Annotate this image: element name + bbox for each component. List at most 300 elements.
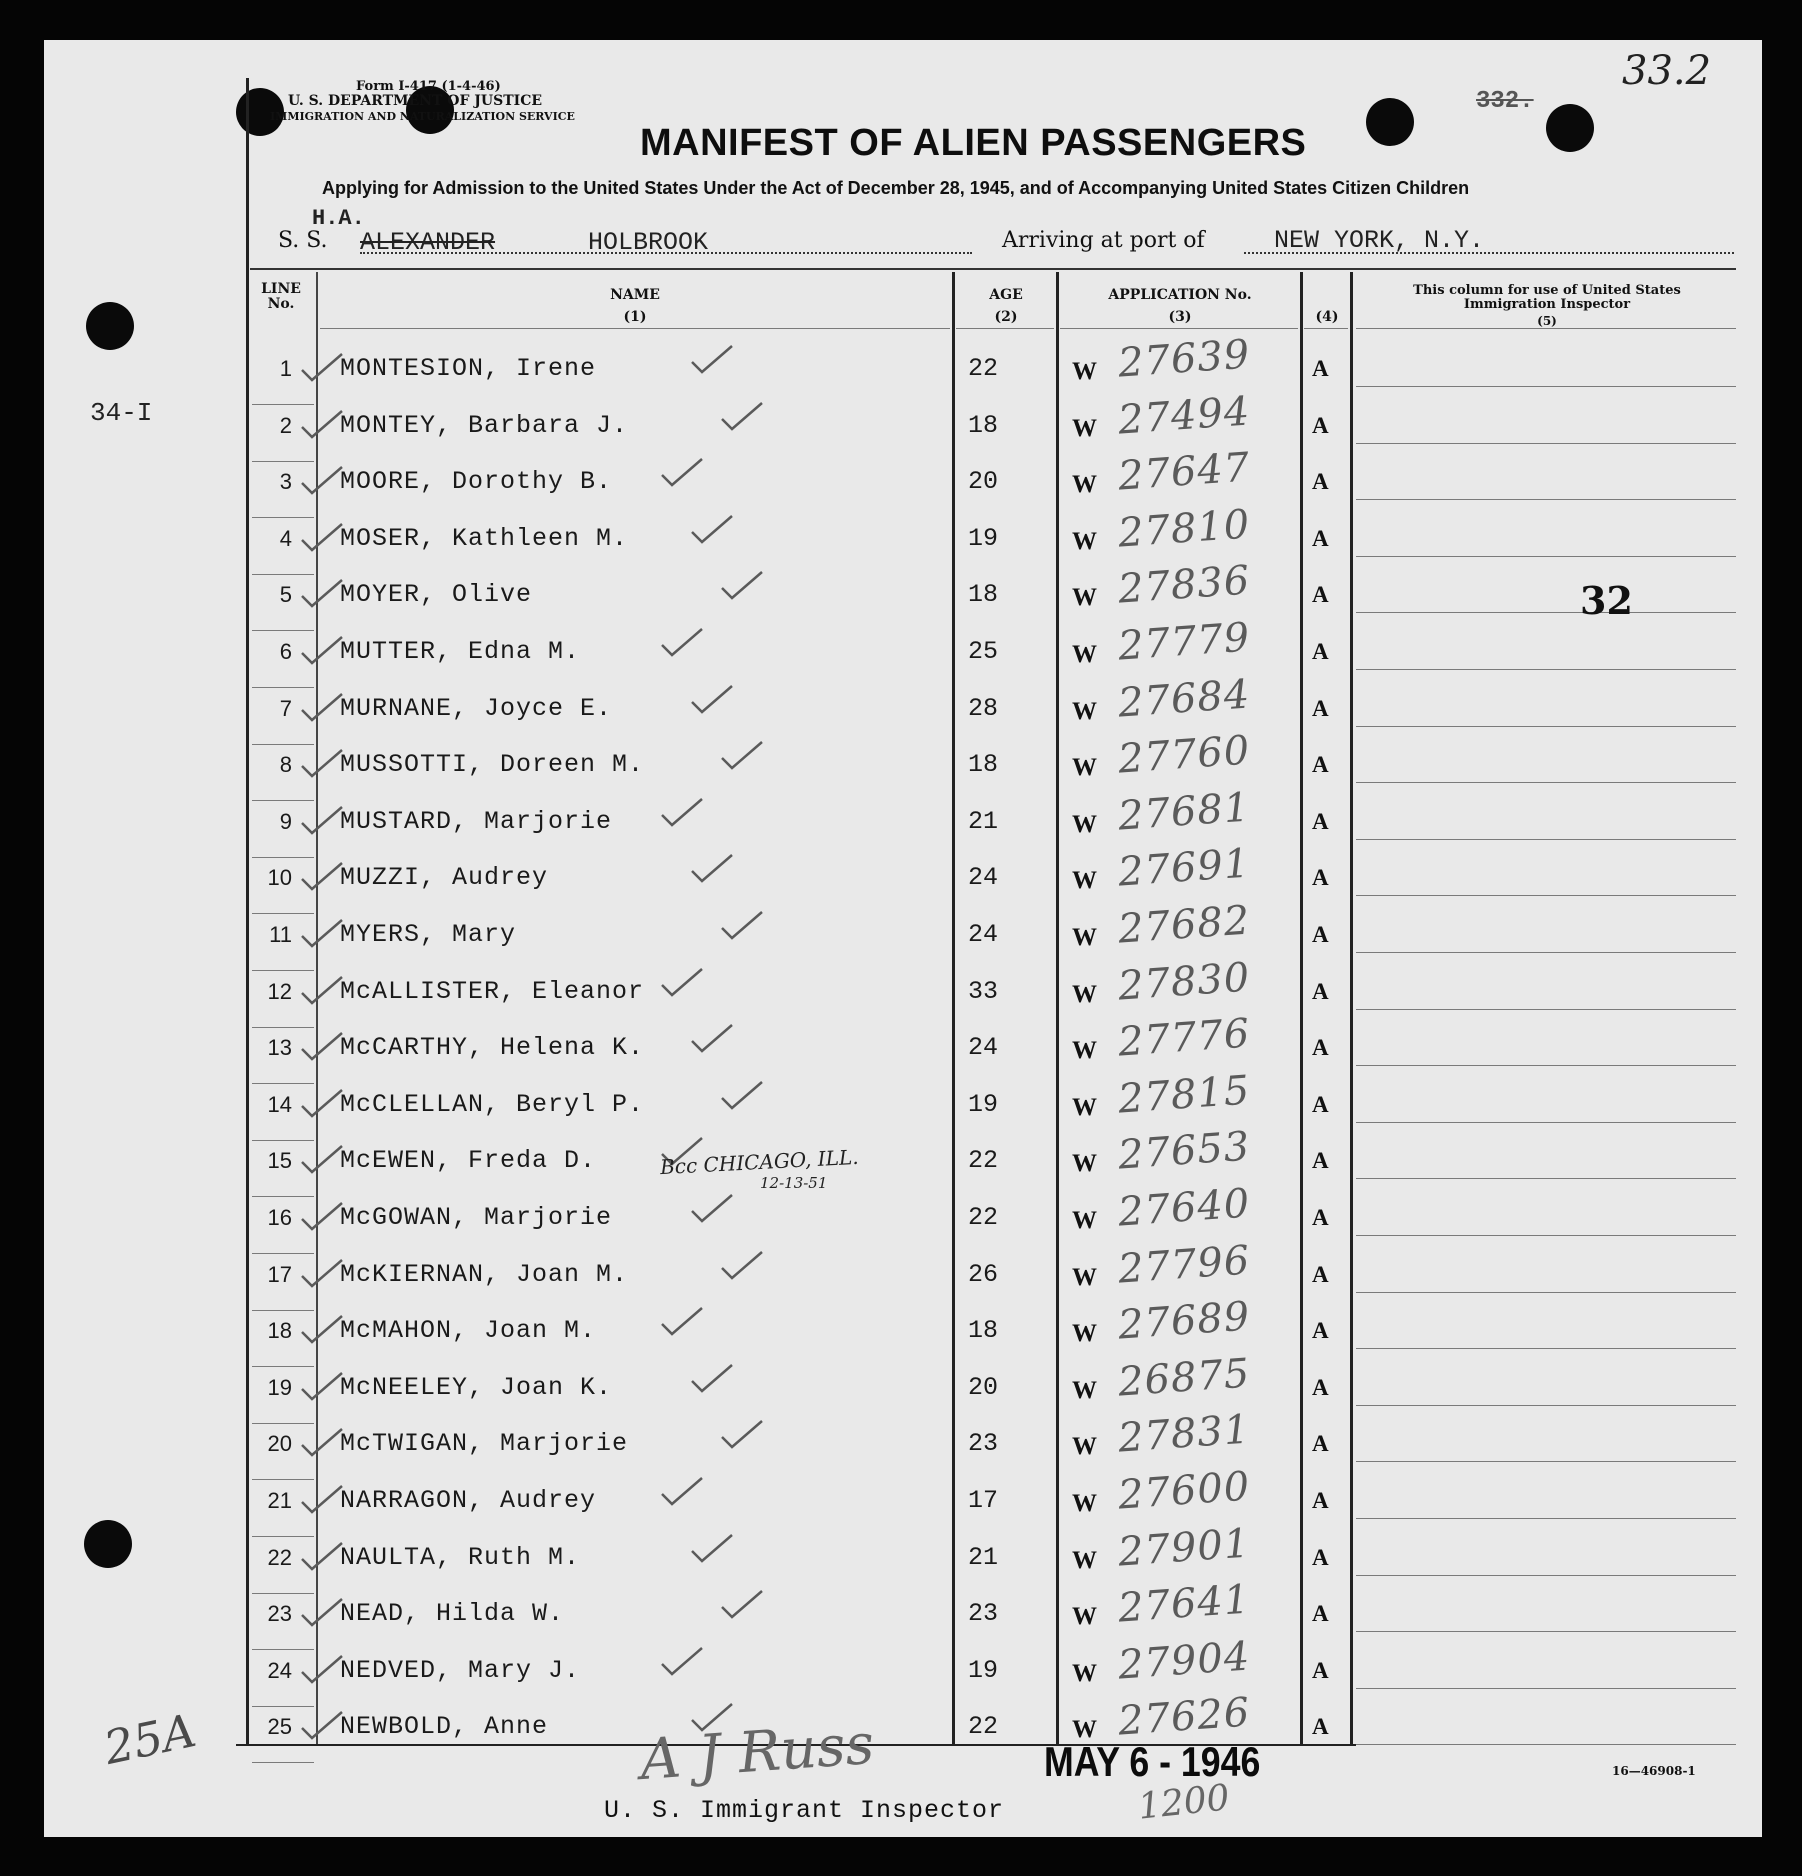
passenger-name: NEAD, Hilda W. (340, 1599, 565, 1628)
inspector-rule (1356, 1009, 1736, 1010)
passenger-name: McTWIGAN, Marjorie (340, 1429, 629, 1458)
application-number: 27600 (1116, 1463, 1252, 1519)
table-row (0, 897, 1802, 974)
line-check-icon (300, 1088, 344, 1118)
column4-mark: A (1312, 865, 1329, 890)
row-rule (252, 517, 314, 518)
application-prefix: W (1072, 358, 1097, 385)
inspector-rule (1356, 1235, 1736, 1236)
passenger-name: NEWBOLD, Anne (340, 1712, 549, 1741)
table-row (0, 501, 1802, 578)
name-check-icon (690, 1193, 734, 1223)
line-check-icon (300, 522, 344, 552)
header-name: NAME (610, 287, 660, 303)
application-prefix: W (1072, 1716, 1097, 1743)
line-check-icon (300, 692, 344, 722)
table-row (0, 1520, 1802, 1597)
application-prefix: W (1072, 924, 1097, 951)
line-number: 3 (279, 469, 292, 494)
line-check-icon (300, 1314, 344, 1344)
application-number: 27904 (1116, 1633, 1252, 1689)
table-row (0, 840, 1802, 917)
line-check-icon (300, 748, 344, 778)
passenger-name: MUSTARD, Marjorie (340, 807, 613, 836)
application-number: 27830 (1116, 954, 1252, 1010)
line-number: 10 (267, 865, 292, 890)
ship-name: HOLBROOK (588, 228, 709, 257)
passenger-age: 22 (968, 1203, 999, 1232)
line-number: 21 (267, 1488, 292, 1513)
application-prefix: W (1072, 754, 1097, 781)
passenger-name: NEDVED, Mary J. (340, 1656, 581, 1685)
application-prefix: W (1072, 1603, 1097, 1630)
application-prefix: W (1072, 981, 1097, 1008)
application-number: 27776 (1116, 1010, 1252, 1066)
date-stamp: MAY 6 - 1946 (1044, 1738, 1261, 1785)
table-row (0, 614, 1802, 691)
inspector-rule (1356, 952, 1736, 953)
column4-mark: A (1312, 639, 1329, 664)
dept-line1: U. S. DEPARTMENT OF JUSTICE (288, 93, 543, 109)
row-rule (252, 461, 314, 462)
application-number: 27796 (1116, 1237, 1252, 1293)
inspector-rule (1356, 1292, 1736, 1293)
application-number: 27684 (1116, 671, 1252, 727)
inspector-rule (1356, 1178, 1736, 1179)
inspector-rule (1356, 895, 1736, 896)
name-check-icon (690, 344, 734, 374)
row-rule (252, 1027, 314, 1028)
passenger-age: 23 (968, 1599, 999, 1628)
passenger-age: 18 (968, 580, 999, 609)
table-row (0, 1463, 1802, 1540)
name-check-icon (720, 570, 764, 600)
table-row (0, 1406, 1802, 1483)
application-number: 27681 (1116, 784, 1252, 840)
line-check-icon (300, 635, 344, 665)
line-number: 15 (267, 1148, 292, 1173)
application-prefix: W (1072, 1264, 1097, 1291)
dept-line2: IMMIGRATION AND NATURALIZATION SERVICE (270, 110, 575, 123)
table-top-rule (250, 268, 1736, 270)
line-number: 5 (279, 582, 292, 607)
line-check-icon (300, 1654, 344, 1684)
application-prefix: W (1072, 867, 1097, 894)
application-number: 27810 (1116, 501, 1252, 557)
passenger-name: McKIERNAN, Joan M. (340, 1260, 629, 1289)
passenger-name: MUZZI, Audrey (340, 863, 549, 892)
name-check-icon (660, 1306, 704, 1336)
line-check-icon (300, 1710, 344, 1740)
passenger-age: 20 (968, 1373, 999, 1402)
inspector-rule (1356, 1461, 1736, 1462)
row-rule (252, 1366, 314, 1367)
row-rule (252, 1140, 314, 1141)
row-rule (252, 1253, 314, 1254)
manifest-subtitle: Applying for Admission to the United States Under the Act of December 28, 1945, and of Accompanying United States Citizen Children (322, 178, 1470, 198)
application-prefix: W (1072, 1377, 1097, 1404)
passenger-age: 33 (968, 977, 999, 1006)
passenger-age: 28 (968, 694, 999, 723)
application-number: 27691 (1116, 840, 1252, 896)
ship-name-overwrite: H.A. (312, 206, 365, 231)
line-check-icon (300, 409, 344, 439)
inspector-rule (1356, 1405, 1736, 1406)
column4-mark: A (1312, 1658, 1329, 1683)
row-rule (252, 1536, 314, 1537)
punch-hole (1546, 104, 1594, 152)
application-prefix: W (1072, 1433, 1097, 1460)
row15-annotation: Bcc CHICAGO, ILL. (659, 1144, 860, 1180)
port-name: NEW YORK, N.Y. (1274, 226, 1485, 255)
row-rule (252, 404, 314, 405)
header-line-no: LINE No. (261, 281, 301, 312)
name-check-icon (690, 684, 734, 714)
line-check-icon (300, 975, 344, 1005)
table-row (0, 1293, 1802, 1370)
application-number: 27815 (1116, 1067, 1252, 1123)
inspector-rule (1356, 1575, 1736, 1576)
row-rule (252, 630, 314, 631)
application-number: 27831 (1116, 1406, 1252, 1462)
inspector-label: U. S. Immigrant Inspector (604, 1796, 1005, 1825)
line-check-icon (300, 1541, 344, 1571)
passenger-age: 23 (968, 1429, 999, 1458)
line-check-icon (300, 465, 344, 495)
batch-number: 34-I (90, 398, 153, 428)
passenger-name: McEWEN, Freda D. (340, 1146, 597, 1175)
header-age: AGE (989, 287, 1023, 303)
line-number: 2 (279, 413, 292, 438)
ship-dotted-line (360, 252, 972, 254)
application-prefix: W (1072, 1320, 1097, 1347)
row-rule (252, 857, 314, 858)
application-prefix: W (1072, 1490, 1097, 1517)
inspector-rule (1356, 1688, 1736, 1689)
name-check-icon (720, 1080, 764, 1110)
inspector-rule (1356, 782, 1736, 783)
footer-hand-number: 1200 (1136, 1777, 1232, 1828)
line-number: 14 (267, 1092, 292, 1117)
punch-hole (1366, 98, 1414, 146)
application-number: 27760 (1116, 727, 1252, 783)
column4-mark: A (1312, 1431, 1329, 1456)
passenger-name: MURNANE, Joyce E. (340, 694, 613, 723)
row-rule (252, 744, 314, 745)
inspector-rule (1356, 1631, 1736, 1632)
line-number: 1 (279, 356, 292, 381)
passenger-name: McNEELEY, Joan K. (340, 1373, 613, 1402)
table-row (0, 954, 1802, 1031)
name-check-icon (720, 1419, 764, 1449)
table-row (0, 1237, 1802, 1314)
table-row (0, 331, 1802, 408)
application-prefix: W (1072, 584, 1097, 611)
column4-mark: A (1312, 413, 1329, 438)
table-row (0, 444, 1802, 521)
column4-mark: A (1312, 1488, 1329, 1513)
passenger-age: 19 (968, 1656, 999, 1685)
application-prefix: W (1072, 1037, 1097, 1064)
application-number: 27647 (1116, 444, 1252, 500)
application-prefix: W (1072, 528, 1097, 555)
passenger-name: MYERS, Mary (340, 920, 517, 949)
passenger-age: 25 (968, 637, 999, 666)
application-prefix: W (1072, 1150, 1097, 1177)
line-check-icon (300, 1144, 344, 1174)
line-check-icon (300, 1597, 344, 1627)
row-rule (252, 913, 314, 914)
row15-annotation-date: 12-13-51 (760, 1174, 828, 1192)
table-row (0, 388, 1802, 465)
row-rule (252, 1196, 314, 1197)
name-check-icon (690, 1533, 734, 1563)
row-rule (252, 970, 314, 971)
column4-mark: A (1312, 752, 1329, 777)
column4-mark: A (1312, 1545, 1329, 1570)
name-check-icon (720, 401, 764, 431)
passenger-age: 26 (968, 1260, 999, 1289)
passenger-age: 22 (968, 354, 999, 383)
line-check-icon (300, 1371, 344, 1401)
line-check-icon (300, 1427, 344, 1457)
passenger-name: NAULTA, Ruth M. (340, 1543, 581, 1572)
passenger-age: 24 (968, 863, 999, 892)
line-number: 7 (279, 696, 292, 721)
column4-mark: A (1312, 356, 1329, 381)
application-prefix: W (1072, 698, 1097, 725)
name-check-icon (720, 910, 764, 940)
inspector-rule (1356, 612, 1736, 613)
application-number: 27836 (1116, 557, 1252, 613)
margin-hand-note: 25A (99, 1703, 201, 1775)
name-check-icon (660, 1646, 704, 1676)
passenger-name: McCARTHY, Helena K. (340, 1033, 645, 1062)
ss-label: S. S. (278, 228, 328, 253)
inspector-rule (1356, 1348, 1736, 1349)
inspector-rule (1356, 726, 1736, 727)
header-name-num: (1) (623, 309, 647, 325)
column4-mark: A (1312, 1035, 1329, 1060)
passenger-age: 19 (968, 1090, 999, 1119)
inspector-rule (1356, 1065, 1736, 1066)
table-row (0, 557, 1802, 634)
table-row (0, 1123, 1802, 1200)
line-number: 23 (267, 1601, 292, 1626)
line-check-icon (300, 578, 344, 608)
column4-mark: A (1312, 696, 1329, 721)
column4-mark: A (1312, 469, 1329, 494)
header-inspector: This column for use of United States Immigration Inspector (1413, 283, 1681, 312)
row-rule (252, 574, 314, 575)
passenger-age: 17 (968, 1486, 999, 1515)
line-check-icon (300, 352, 344, 382)
line-number: 25 (267, 1714, 292, 1739)
inspector-rule (1356, 443, 1736, 444)
inspector-signature: A J Russ (638, 1711, 877, 1794)
inspector-rule (1356, 1122, 1736, 1123)
application-number: 27682 (1116, 897, 1252, 953)
passenger-age: 18 (968, 1316, 999, 1345)
inspector-rule (1356, 839, 1736, 840)
line-number: 11 (269, 922, 292, 947)
row-rule (252, 687, 314, 688)
passenger-name: MUSSOTTI, Doreen M. (340, 750, 645, 779)
inspector-rule (1356, 556, 1736, 557)
column4-mark: A (1312, 1601, 1329, 1626)
passenger-name: McMAHON, Joan M. (340, 1316, 597, 1345)
table-row (0, 1689, 1802, 1766)
application-prefix: W (1072, 1547, 1097, 1574)
application-number: 27653 (1116, 1123, 1252, 1179)
application-number: 27641 (1116, 1576, 1252, 1632)
row-rule (252, 1593, 314, 1594)
column4-mark: A (1312, 809, 1329, 834)
passenger-name: McALLISTER, Eleanor (340, 977, 645, 1006)
table-row (0, 671, 1802, 748)
header-underline-col4 (1304, 328, 1348, 329)
header-underline-age (956, 328, 1054, 329)
line-check-icon (300, 1201, 344, 1231)
passenger-name: MOYER, Olive (340, 580, 533, 609)
port-dotted-line (1244, 252, 1734, 254)
passenger-age: 19 (968, 524, 999, 553)
row-rule (252, 1762, 314, 1763)
application-prefix: W (1072, 1094, 1097, 1121)
column4-mark: A (1312, 582, 1329, 607)
punch-hole (86, 302, 134, 350)
inspector-rule (1356, 386, 1736, 387)
name-check-icon (690, 514, 734, 544)
application-number: 27494 (1116, 388, 1252, 444)
application-number: 27901 (1116, 1520, 1252, 1576)
table-row (0, 1633, 1802, 1710)
header-col4-num: (4) (1315, 309, 1339, 325)
table-row (0, 1010, 1802, 1087)
inspector-rule (1356, 1518, 1736, 1519)
column4-mark: A (1312, 1262, 1329, 1287)
name-check-icon (690, 853, 734, 883)
passenger-age: 18 (968, 411, 999, 440)
passenger-name: McCLELLAN, Beryl P. (340, 1090, 645, 1119)
application-prefix: W (1072, 415, 1097, 442)
row-rule (252, 1649, 314, 1650)
line-number: 4 (279, 526, 292, 551)
page-number-hand: 33.2 (1622, 48, 1712, 94)
header-application-num: (3) (1168, 309, 1192, 325)
inspector-rule (1356, 1744, 1736, 1745)
application-number: 27689 (1116, 1293, 1252, 1349)
column4-mark: A (1312, 1714, 1329, 1739)
line-number: 16 (267, 1205, 292, 1230)
passenger-name: MONTEY, Barbara J. (340, 411, 629, 440)
line-number: 9 (279, 809, 292, 834)
name-check-icon (660, 457, 704, 487)
table-row (0, 727, 1802, 804)
application-number: 26875 (1116, 1350, 1252, 1406)
line-number: 19 (267, 1375, 292, 1400)
application-number: 27779 (1116, 614, 1252, 670)
name-check-icon (720, 740, 764, 770)
line-number: 18 (267, 1318, 292, 1343)
application-number: 27639 (1116, 331, 1252, 387)
row-rule (252, 1423, 314, 1424)
application-prefix: W (1072, 1660, 1097, 1687)
page-number-typed: 332. (1476, 88, 1534, 115)
row-rule (252, 1479, 314, 1480)
inspector-rule (1356, 669, 1736, 670)
name-check-icon (720, 1589, 764, 1619)
passenger-name: MONTESION, Irene (340, 354, 597, 383)
line-number: 24 (267, 1658, 292, 1683)
table-row (0, 1576, 1802, 1653)
passenger-age: 24 (968, 920, 999, 949)
column4-mark: A (1312, 1375, 1329, 1400)
line-number: 17 (267, 1262, 292, 1287)
line-check-icon (300, 918, 344, 948)
name-check-icon (660, 1476, 704, 1506)
line-check-icon (300, 1031, 344, 1061)
table-row (0, 784, 1802, 861)
column4-mark: A (1312, 1092, 1329, 1117)
column4-mark: A (1312, 979, 1329, 1004)
column4-mark: A (1312, 922, 1329, 947)
application-prefix: W (1072, 641, 1097, 668)
inspector-rule (1356, 499, 1736, 500)
header-application: APPLICATION No. (1108, 287, 1252, 303)
inspector-total: 32 (1580, 578, 1633, 623)
passenger-age: 21 (968, 807, 999, 836)
line-number: 22 (267, 1545, 292, 1570)
line-number: 8 (279, 752, 292, 777)
passenger-name: MUTTER, Edna M. (340, 637, 581, 666)
row-rule (252, 800, 314, 801)
passenger-name: McGOWAN, Marjorie (340, 1203, 613, 1232)
line-check-icon (300, 805, 344, 835)
name-check-icon (690, 1363, 734, 1393)
row-rule (252, 1083, 314, 1084)
row-rule (252, 1310, 314, 1311)
line-check-icon (300, 861, 344, 891)
header-age-num: (2) (994, 309, 1018, 325)
passenger-age: 18 (968, 750, 999, 779)
header-inspector-num: (5) (1537, 314, 1557, 328)
header-underline-name (320, 328, 950, 329)
passenger-age: 22 (968, 1712, 999, 1741)
line-number: 20 (267, 1431, 292, 1456)
form-code: 16—46908-1 (1612, 1764, 1696, 1778)
passenger-age: 20 (968, 467, 999, 496)
name-check-icon (660, 797, 704, 827)
passenger-name: NARRAGON, Audrey (340, 1486, 597, 1515)
application-prefix: W (1072, 811, 1097, 838)
column4-mark: A (1312, 526, 1329, 551)
port-label: Arriving at port of (1002, 228, 1205, 253)
header-underline-inspector (1356, 328, 1736, 329)
name-check-icon (720, 1250, 764, 1280)
passenger-age: 21 (968, 1543, 999, 1572)
passenger-age: 24 (968, 1033, 999, 1062)
line-number: 12 (267, 979, 292, 1004)
manifest-title: MANIFEST OF ALIEN PASSENGERS (640, 122, 1307, 164)
column4-mark: A (1312, 1318, 1329, 1343)
row-rule (252, 1706, 314, 1707)
table-row (0, 1067, 1802, 1144)
ship-name-struck: ALEXANDER (360, 228, 496, 257)
passenger-name: MOSER, Kathleen M. (340, 524, 629, 553)
passenger-age: 22 (968, 1146, 999, 1175)
line-number: 13 (267, 1035, 292, 1060)
